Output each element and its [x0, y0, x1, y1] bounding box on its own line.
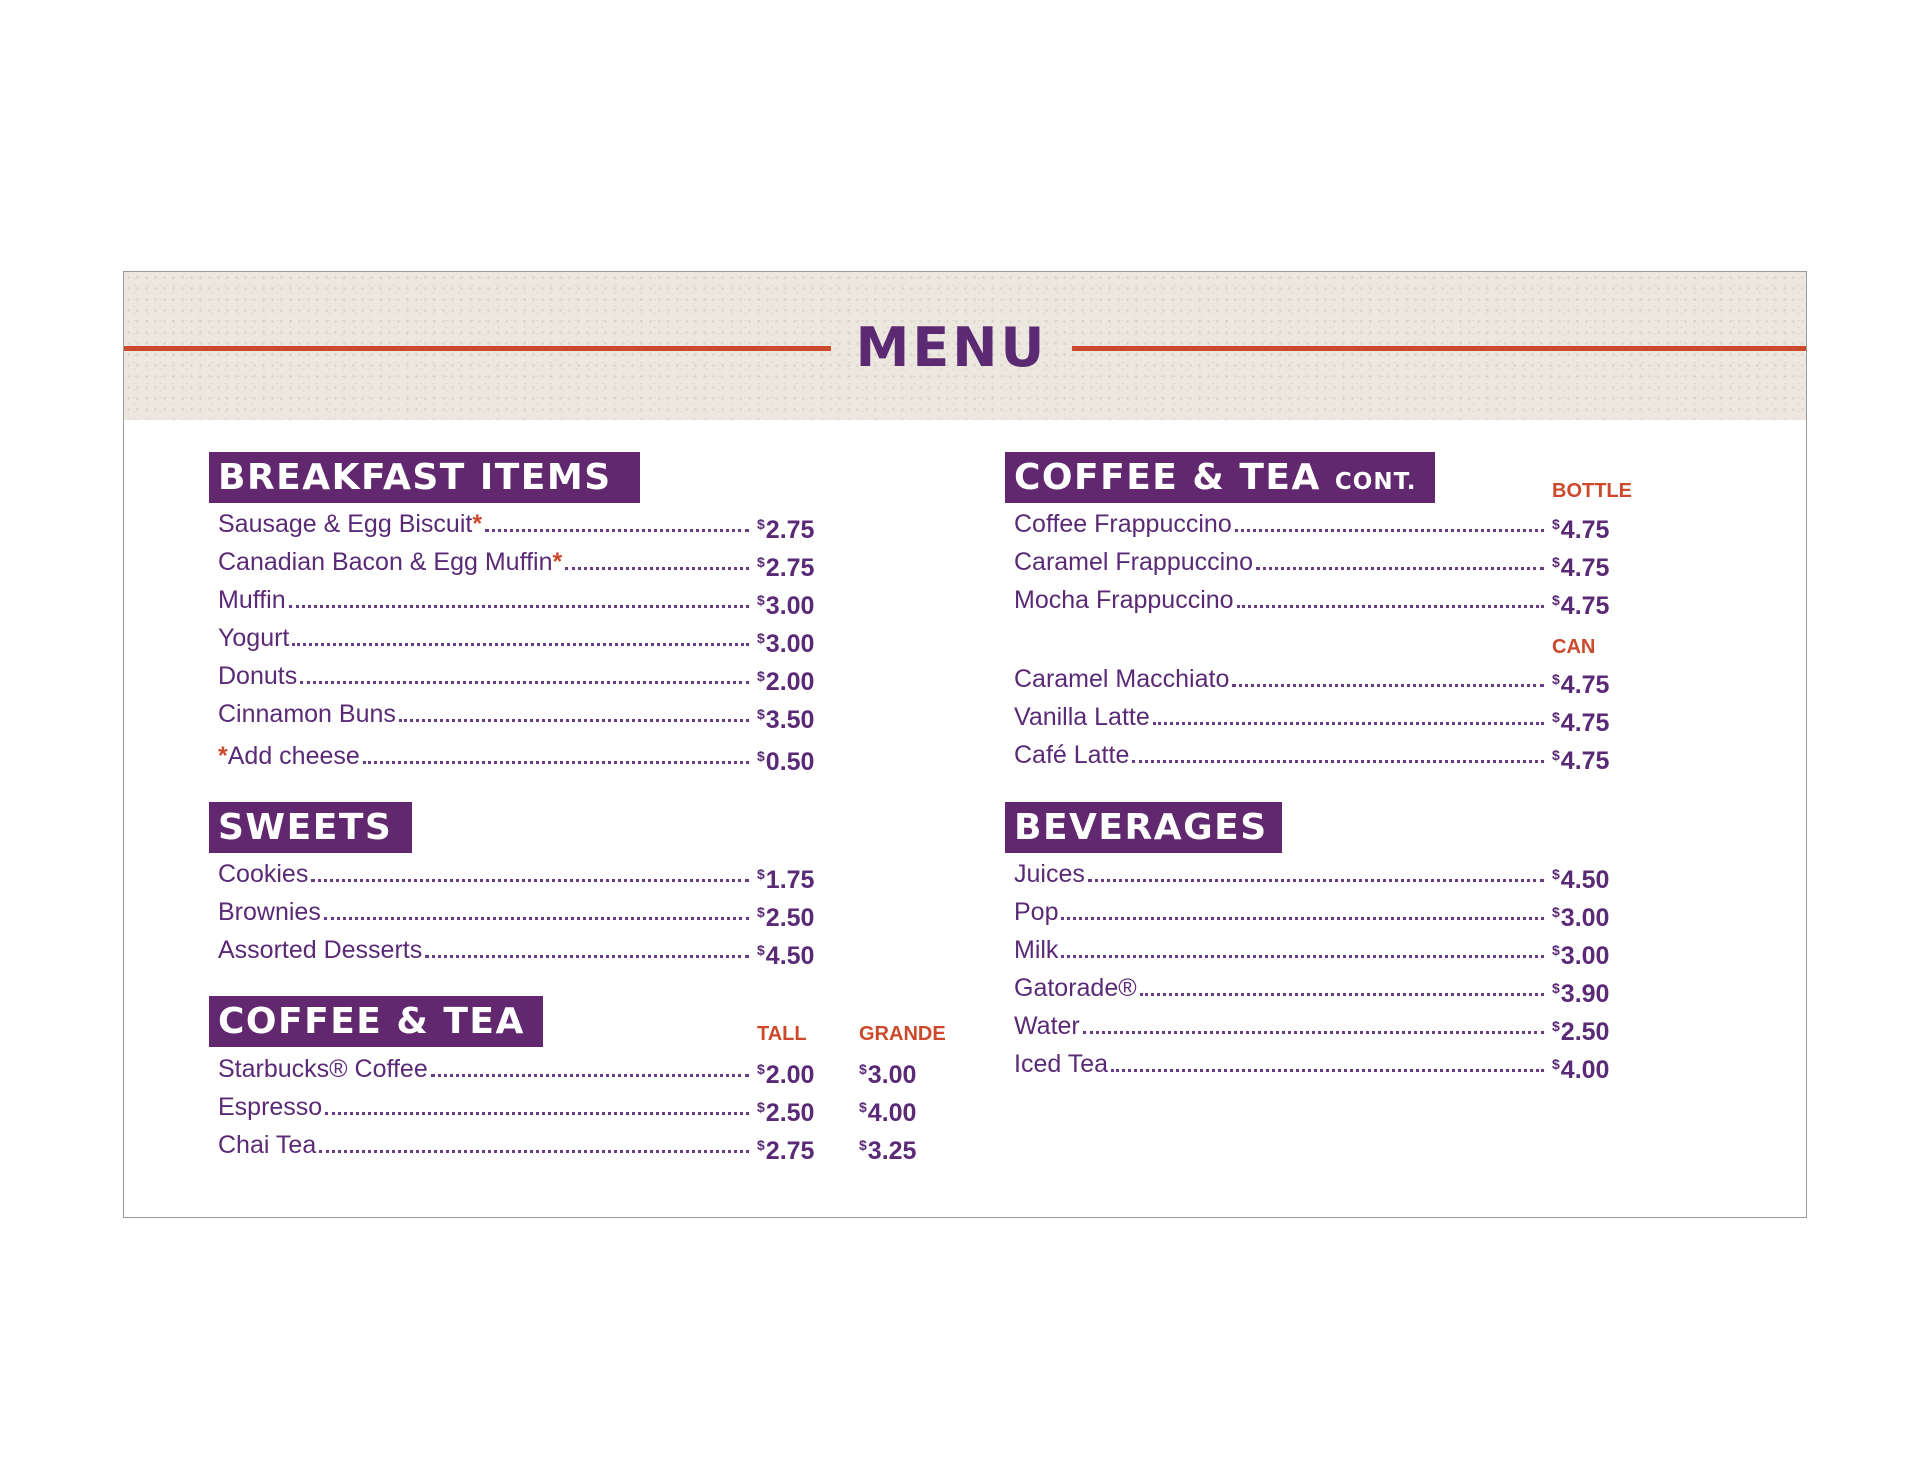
item-price: $2.50 — [757, 904, 815, 932]
item-name: Gatorade® — [1014, 974, 1137, 1002]
menu-item — [218, 1127, 754, 1163]
grande-price: $3.25 — [859, 1137, 917, 1165]
dot-leader — [1061, 917, 1544, 920]
coffee-tea-heading: COFFEE & TEA — [209, 996, 543, 1047]
menu-item — [1014, 894, 1549, 930]
item-price: $4.75 — [1552, 516, 1610, 544]
item-name: Caramel Frappuccino — [1014, 548, 1253, 576]
item-price: $3.00 — [1552, 942, 1610, 970]
item-name: Vanilla Latte — [1014, 703, 1150, 731]
menu-item — [218, 582, 754, 618]
item-name: Coffee Frappuccino — [1014, 510, 1232, 538]
item-name: Milk — [1014, 936, 1059, 964]
menu-item — [218, 1089, 754, 1125]
asterisk-mark: * — [472, 510, 483, 538]
menu-item — [218, 658, 754, 694]
dot-leader — [324, 917, 749, 920]
dot-leader — [1153, 722, 1544, 725]
dot-leader — [431, 1074, 749, 1077]
item-price: $4.75 — [1552, 709, 1610, 737]
dot-leader — [292, 643, 749, 646]
dot-leader — [363, 761, 749, 764]
grande-size-label: GRANDE — [859, 1023, 946, 1045]
dot-leader — [1232, 684, 1544, 687]
item-price: $3.00 — [757, 592, 815, 620]
dot-leader — [289, 605, 749, 608]
menu-item — [218, 1051, 754, 1087]
dot-leader — [425, 955, 749, 958]
item-name: Cookies — [218, 860, 309, 888]
banner-rule-left — [124, 346, 831, 351]
tall-price: $2.75 — [757, 1137, 815, 1165]
menu-item — [218, 544, 754, 580]
coffee-tea-cont-heading — [1005, 452, 1435, 503]
item-price: $2.75 — [757, 516, 815, 544]
item-name: Starbucks® Coffee — [218, 1055, 428, 1083]
grande-price: $3.00 — [859, 1061, 917, 1089]
dot-leader — [1111, 1069, 1544, 1072]
item-name: Brownies — [218, 898, 321, 926]
tall-size-label: TALL — [757, 1023, 807, 1045]
dot-leader — [1083, 1031, 1544, 1034]
item-name: Chai Tea — [218, 1131, 317, 1159]
item-name: Caramel Macchiato — [1014, 665, 1230, 693]
dot-leader — [1140, 993, 1544, 996]
menu-item — [1014, 1046, 1549, 1082]
menu-item — [218, 932, 754, 968]
dot-leader — [565, 567, 749, 570]
item-name: Canadian Bacon & Egg Muffin — [218, 548, 553, 576]
bottle-size-label: BOTTLE — [1552, 480, 1632, 502]
item-name: Mocha Frappuccino — [1014, 586, 1234, 614]
item-name: Iced Tea — [1014, 1050, 1109, 1078]
item-price: $4.75 — [1552, 747, 1610, 775]
menu-item — [1014, 582, 1549, 618]
dot-leader — [399, 719, 749, 722]
item-price: $2.50 — [1552, 1018, 1610, 1046]
item-price: $4.75 — [1552, 671, 1610, 699]
item-price: $4.50 — [1552, 866, 1610, 894]
dot-leader — [311, 879, 749, 882]
asterisk-mark: * — [218, 742, 228, 770]
item-price: $3.00 — [1552, 904, 1610, 932]
item-price: $0.50 — [757, 748, 815, 776]
item-name: Assorted Desserts — [218, 936, 423, 964]
item-name: Juices — [1014, 860, 1085, 888]
item-name: Cinnamon Buns — [218, 700, 396, 728]
dot-leader — [319, 1150, 749, 1153]
dot-leader — [1235, 529, 1544, 532]
menu-item — [218, 856, 754, 892]
beverages-heading: BEVERAGES — [1005, 802, 1282, 853]
menu-item — [1014, 699, 1549, 735]
menu-item — [1014, 544, 1549, 580]
item-name: Water — [1014, 1012, 1080, 1040]
coffee-tea-cont-heading-suffix: CONT. — [1334, 469, 1417, 495]
dot-leader — [1061, 955, 1544, 958]
item-price: $1.75 — [757, 866, 815, 894]
item-price: $3.00 — [757, 630, 815, 658]
menu-item — [1014, 661, 1549, 697]
item-name: Muffin — [218, 586, 286, 614]
breakfast-heading: BREAKFAST ITEMS — [209, 452, 640, 503]
dot-leader — [1132, 760, 1544, 763]
dot-leader — [325, 1112, 749, 1115]
menu-title: MENU — [855, 316, 1048, 379]
dot-leader — [300, 681, 749, 684]
asterisk-mark: * — [552, 548, 563, 576]
item-name: Pop — [1014, 898, 1059, 926]
item-name: Sausage & Egg Biscuit — [218, 510, 473, 538]
dot-leader — [1256, 567, 1544, 570]
coffee-tea-cont-heading-text: COFFEE & TEA — [1014, 457, 1321, 498]
menu-item — [1014, 1008, 1549, 1044]
menu-item — [1014, 506, 1549, 542]
tall-price: $2.00 — [757, 1061, 815, 1089]
item-price: $2.00 — [757, 668, 815, 696]
item-price: $3.90 — [1552, 980, 1610, 1008]
item-price: $4.75 — [1552, 592, 1610, 620]
item-name: Café Latte — [1014, 741, 1130, 769]
menu-item — [1014, 737, 1549, 773]
item-price: $4.50 — [757, 942, 815, 970]
dot-leader — [1088, 879, 1544, 882]
menu-item — [1014, 932, 1549, 968]
menu-item — [1014, 970, 1549, 1006]
addon-item — [218, 738, 754, 774]
item-price: $4.00 — [1552, 1056, 1610, 1084]
banner-rule-right — [1072, 346, 1806, 351]
sweets-heading: SWEETS — [209, 802, 412, 853]
item-price: $2.75 — [757, 554, 815, 582]
dot-leader — [1237, 605, 1544, 608]
menu-item — [218, 506, 754, 542]
menu-board — [123, 271, 1807, 1218]
item-price: $3.50 — [757, 706, 815, 734]
dot-leader — [485, 529, 749, 532]
grande-price: $4.00 — [859, 1099, 917, 1127]
menu-item — [218, 696, 754, 732]
item-name: Add cheese — [227, 742, 360, 770]
menu-item — [218, 894, 754, 930]
menu-item — [1014, 856, 1549, 892]
menu-banner — [124, 272, 1806, 420]
item-name: Espresso — [218, 1093, 323, 1121]
menu-item — [218, 620, 754, 656]
can-size-label: CAN — [1552, 636, 1596, 658]
item-name: Yogurt — [218, 624, 290, 652]
tall-price: $2.50 — [757, 1099, 815, 1127]
item-price: $4.75 — [1552, 554, 1610, 582]
item-name: Donuts — [218, 662, 298, 690]
